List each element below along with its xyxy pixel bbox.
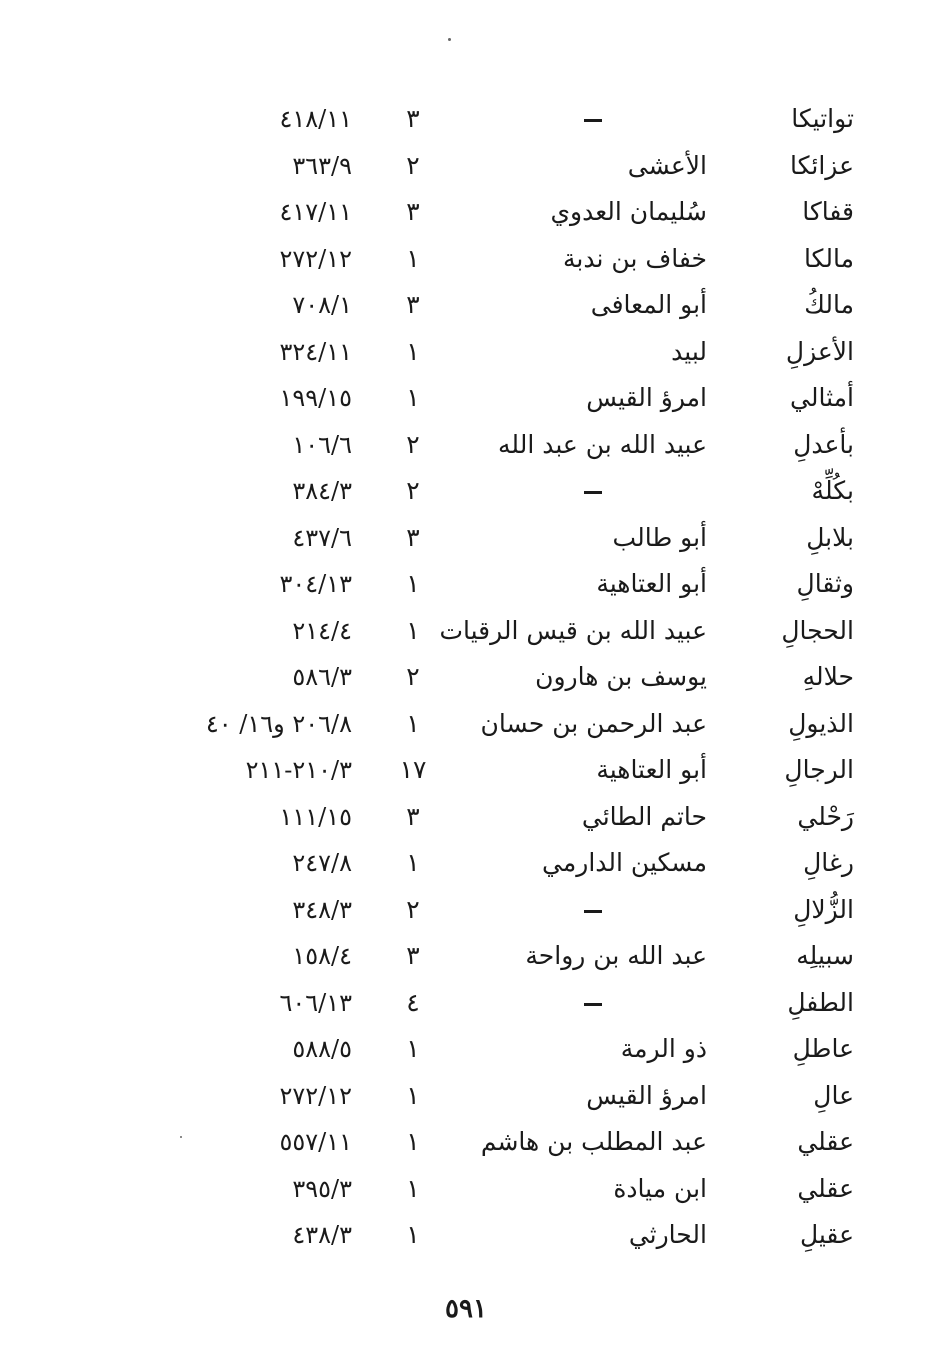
rhyme-word: سبيلِه <box>796 941 854 970</box>
table-row <box>0 794 932 841</box>
table-row <box>0 747 932 794</box>
rhyme-index-table <box>0 96 932 1259</box>
table-row <box>0 887 932 934</box>
poet-name: امرؤ القيس <box>586 1080 707 1110</box>
table-row <box>0 96 932 143</box>
poet-name: أبو العتاهية <box>596 755 707 784</box>
table-row <box>0 329 932 376</box>
volume-page-ref: ٢١٠/٣-٢١١ <box>245 756 352 784</box>
verse-count: ١ <box>406 1173 420 1203</box>
verse-count: ١ <box>406 1034 420 1063</box>
rhyme-word: الحجالِ <box>781 615 854 645</box>
poet-name: أبو المعافى <box>590 290 707 319</box>
volume-page-ref: ٦٠٦/١٣ <box>279 988 352 1017</box>
poet-name: أبو العتاهية <box>596 569 707 598</box>
poet-name: ذو الرمة <box>620 1034 707 1063</box>
rhyme-word: رَحْلي <box>797 801 854 831</box>
poet-name: عبيد الله بن قيس الرقيات <box>439 615 707 645</box>
table-row <box>0 375 932 422</box>
rhyme-word: عاطلِ <box>792 1034 854 1063</box>
poet-name: يوسف بن هارون <box>535 662 707 691</box>
verse-count: ١ <box>406 1127 420 1156</box>
table-row <box>0 1212 932 1259</box>
poet-name: الحارثي <box>628 1220 707 1249</box>
rhyme-word: الزُّلالِ <box>793 894 854 924</box>
table-row <box>0 515 932 562</box>
table-row <box>0 189 932 236</box>
dash-mark <box>584 910 602 913</box>
volume-page-ref: ١٥٨/٤ <box>292 942 352 970</box>
table-row <box>0 654 932 701</box>
poet-name: عبد الرحمن بن حسان <box>480 708 707 738</box>
rhyme-word: عالِ <box>813 1080 854 1110</box>
volume-page-ref: ٣٤٨/٣ <box>292 895 352 924</box>
table-row <box>0 608 932 655</box>
table-row <box>0 561 932 608</box>
verse-count: ٢ <box>406 476 420 505</box>
rhyme-word: رغالِ <box>803 848 854 877</box>
rhyme-word: تواتيكا <box>791 104 854 133</box>
volume-page-ref: ٢٧٢/١٢ <box>279 244 352 273</box>
verse-count: ٢ <box>406 150 420 180</box>
rhyme-word: الأعزلِ <box>785 336 854 366</box>
poet-name: امرؤ القيس <box>586 383 707 412</box>
table-row <box>0 1026 932 1073</box>
rhyme-word: مالكا <box>803 243 854 273</box>
table-row <box>0 980 932 1027</box>
rhyme-word: مالكُ <box>804 290 854 319</box>
table-row <box>0 236 932 283</box>
verse-count: ١ <box>406 615 420 645</box>
scan-speck <box>448 38 451 41</box>
dash-mark <box>584 1003 602 1006</box>
page-number: ٥٩١ <box>445 1294 487 1324</box>
volume-page-ref: ٣٩٥/٣ <box>292 1174 352 1203</box>
dash-mark <box>584 119 602 122</box>
volume-page-ref: ٢٤٧/٨ <box>292 849 352 877</box>
volume-page-ref: ٤٣٨/٣ <box>292 1221 352 1249</box>
volume-page-ref: ١٩٩/١٥ <box>279 384 352 412</box>
rhyme-word: بأعدلِ <box>793 429 854 459</box>
table-row <box>0 282 932 329</box>
rhyme-word: حلالهِ <box>802 662 854 691</box>
rhyme-word: بلابلِ <box>806 522 854 552</box>
verse-count: ١ <box>406 336 420 366</box>
scan-speck <box>180 1136 182 1138</box>
volume-page-ref: ٤١٧/١١ <box>279 198 352 226</box>
poet-name: حاتم الطائي <box>581 801 707 831</box>
rhyme-word: وثقالِ <box>796 569 854 598</box>
table-row <box>0 840 932 887</box>
table-row <box>0 1073 932 1120</box>
poet-name: عبد المطلب بن هاشم <box>480 1127 707 1156</box>
verse-count: ١ <box>406 1080 420 1110</box>
table-row <box>0 422 932 469</box>
table-row <box>0 143 932 190</box>
verse-count: ٣ <box>406 522 420 552</box>
poet-name: عبيد الله بن عبد الله <box>498 429 707 459</box>
volume-page-ref: ٣٦٣/٩ <box>292 151 352 180</box>
volume-page-ref: ٣٢٤/١١ <box>279 337 352 366</box>
poet-name: الأعشى <box>627 150 707 180</box>
volume-page-ref: ٧٠٨/١ <box>292 291 352 319</box>
verse-count: ١ <box>406 383 420 412</box>
table-row <box>0 1166 932 1213</box>
verse-count: ٢ <box>406 662 420 691</box>
verse-count: ١ <box>406 569 420 598</box>
volume-page-ref: ١٠٦/٦ <box>292 430 352 459</box>
poet-name: عبد الله بن رواحة <box>525 941 707 970</box>
rhyme-word: قفاكا <box>802 197 854 226</box>
poet-name: أبو طالب <box>612 522 707 552</box>
rhyme-word: أمثالي <box>790 383 854 412</box>
verse-count: ٣ <box>406 290 420 319</box>
verse-count: ١٧ <box>399 755 427 784</box>
table-row <box>0 701 932 748</box>
poet-name: خفاف بن ندبة <box>563 243 707 273</box>
rhyme-word: بكُلِّهْ <box>811 476 854 505</box>
volume-page-ref: ٢٧٢/١٢ <box>279 1081 352 1110</box>
poet-name: لبيد <box>671 336 707 366</box>
volume-page-ref: ٣٠٤/١٣ <box>279 570 352 598</box>
verse-count: ١ <box>406 1220 420 1249</box>
table-row <box>0 933 932 980</box>
table-row <box>0 468 932 515</box>
volume-page-ref: ٤٣٧/٦ <box>292 523 352 552</box>
volume-page-ref: ١١١/١٥ <box>279 802 352 831</box>
volume-page-ref: ٢١٤/٤ <box>292 616 352 645</box>
poet-name: سُليمان العدوي <box>550 197 707 226</box>
rhyme-word: عزائكا <box>789 150 854 180</box>
table-row <box>0 1119 932 1166</box>
verse-count: ٢ <box>406 894 420 924</box>
volume-page-ref: ٥٨٨/٥ <box>292 1035 352 1063</box>
verse-count: ٢ <box>406 429 420 459</box>
rhyme-word: عقلي <box>797 1173 854 1203</box>
rhyme-word: الرجالِ <box>784 755 854 784</box>
rhyme-word: الطفلِ <box>787 987 854 1017</box>
rhyme-word: عقيلِ <box>799 1220 854 1249</box>
verse-count: ٤ <box>406 987 420 1017</box>
volume-page-ref: ٥٨٦/٣ <box>292 663 352 691</box>
volume-page-ref: ٤١٨/١١ <box>279 105 352 133</box>
verse-count: ١ <box>406 708 420 738</box>
rhyme-word: الذيولِ <box>788 708 854 738</box>
poet-name: ابن ميادة <box>613 1173 707 1203</box>
verse-count: ٣ <box>406 801 420 831</box>
dash-mark <box>584 491 602 494</box>
verse-count: ١ <box>406 243 420 273</box>
poet-name: مسكين الدارمي <box>542 848 707 877</box>
rhyme-word: عقلي <box>797 1127 854 1156</box>
verse-count: ١ <box>406 848 420 877</box>
volume-page-ref: ٢٠٦/٨ و١٦/ ٤٠ <box>205 709 352 738</box>
verse-count: ٣ <box>406 941 420 970</box>
verse-count: ٣ <box>406 104 420 133</box>
volume-page-ref: ٣٨٤/٣ <box>292 477 352 505</box>
volume-page-ref: ٥٥٧/١١ <box>279 1128 352 1156</box>
verse-count: ٣ <box>406 197 420 226</box>
